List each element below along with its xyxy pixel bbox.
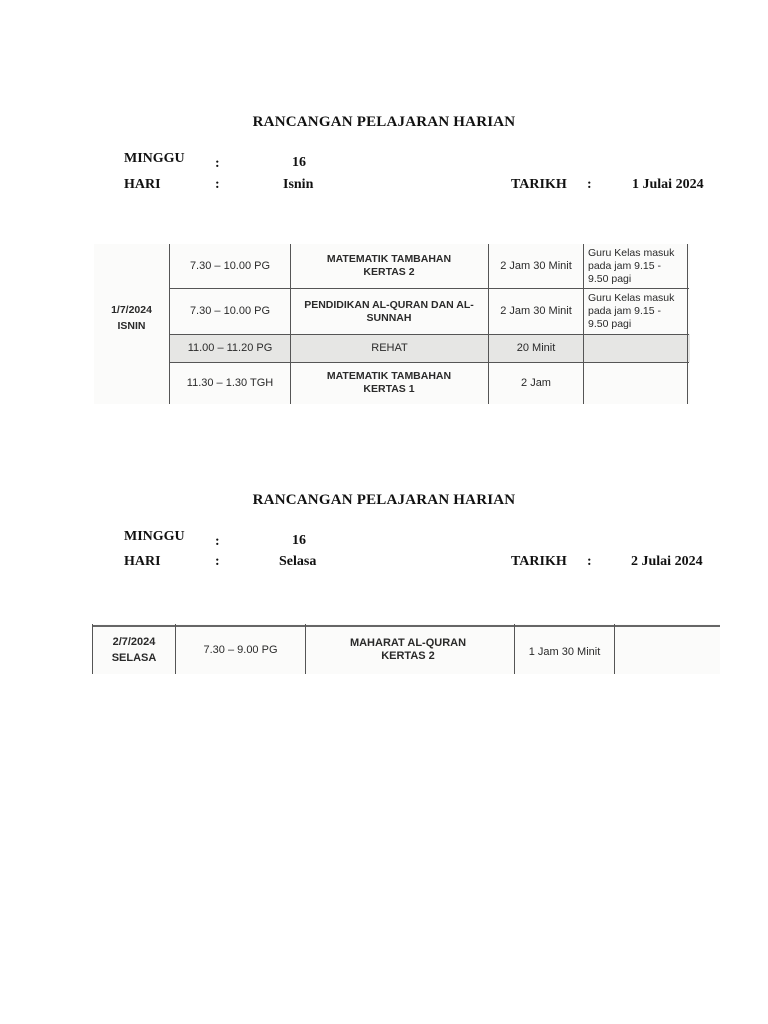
hari-sep-1: :: [215, 177, 220, 192]
table-row-subject: MATEMATIK TAMBAHAN KERTAS 2: [326, 253, 452, 278]
table-row-time: 11.30 – 1.30 TGH: [186, 376, 274, 389]
minggu-label-1: MINGGU: [124, 151, 185, 166]
day-label-1: ISNIN: [117, 319, 146, 332]
table-row-subject: MAHARAT AL-QURAN KERTAS 2: [349, 637, 467, 662]
table-row-time: 7.30 – 10.00 PG: [189, 259, 271, 272]
table-row-time: 11.00 – 11.20 PG: [187, 342, 273, 354]
minggu-label-2: MINGGU: [124, 529, 185, 544]
hari-sep-2: :: [215, 554, 220, 569]
hari-value-1: Isnin: [283, 177, 314, 192]
tarikh-value-2: 2 Julai 2024: [631, 554, 703, 569]
table-row-note: [618, 628, 718, 672]
date-label-2: 2/7/2024: [112, 635, 156, 648]
minggu-sep-2: :: [215, 534, 220, 549]
table-row-subject: MATEMATIK TAMBAHAN KERTAS 1: [326, 370, 452, 395]
page-title-2: RANCANGAN PELAJARAN HARIAN: [252, 492, 516, 508]
table-row-subject: PENDIDIKAN AL-QURAN DAN AL-SUNNAH: [304, 298, 474, 324]
minggu-sep-1: :: [215, 156, 220, 171]
table-row-subject: REHAT: [371, 342, 408, 354]
table-row-duration: 2 Jam: [521, 376, 551, 389]
tarikh-label-2: TARIKH: [511, 554, 567, 569]
tarikh-value-1: 1 Julai 2024: [632, 177, 704, 192]
hari-label-2: HARI: [124, 554, 161, 569]
day-label-2: SELASA: [111, 651, 157, 664]
page-title-1: RANCANGAN PELAJARAN HARIAN: [252, 114, 516, 130]
schedule-table-2: [92, 624, 720, 674]
tarikh-label-1: TARIKH: [511, 177, 567, 192]
minggu-value-2: 16: [292, 533, 306, 548]
table-row-note: Guru Kelas masuk pada jam 9.15 - 9.50 pagi: [588, 246, 675, 285]
table-row-note: [588, 363, 684, 403]
table-row-time: 7.30 – 10.00 PG: [189, 305, 271, 317]
table-row-duration: 1 Jam 30 Minit: [528, 645, 601, 658]
table-row-note: Guru Kelas masuk pada jam 9.15 - 9.50 pagi: [588, 292, 675, 330]
table-row-duration: 2 Jam 30 Minit: [500, 259, 572, 272]
table-row-note: [588, 335, 684, 362]
minggu-value-1: 16: [292, 155, 306, 170]
table-row-duration: 2 Jam 30 Minit: [500, 305, 572, 317]
table-row-duration: 20 Minit: [516, 342, 556, 354]
table-row-time: 7.30 – 9.00 PG: [203, 643, 278, 656]
tarikh-sep-2: :: [587, 554, 592, 569]
hari-value-2: Selasa: [279, 554, 317, 569]
schedule-table-1: [94, 244, 690, 404]
date-label-1: 1/7/2024: [111, 303, 152, 316]
hari-label-1: HARI: [124, 177, 161, 192]
tarikh-sep-1: :: [587, 177, 592, 192]
